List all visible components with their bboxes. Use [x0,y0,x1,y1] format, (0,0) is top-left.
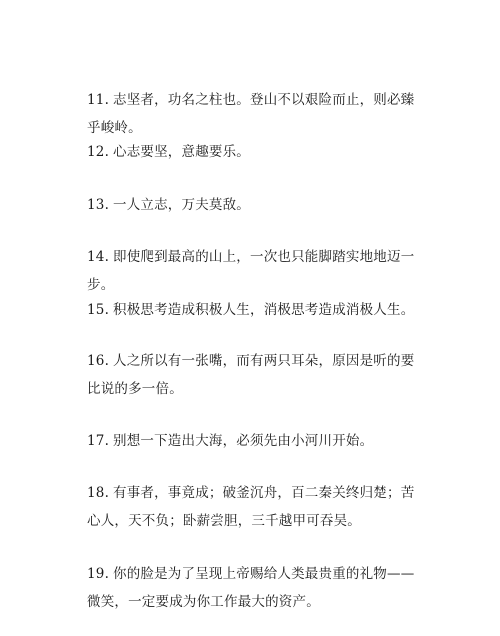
item-number: 18. [87,485,110,501]
item-number: 15. [87,302,110,318]
item-number: 11. [87,92,110,108]
item-text: 有事者，事竟成；破釜沉舟，百二秦关终归楚；苦心人，天不负；卧薪尝胆，三千越甲可吞吴。 [87,485,415,529]
item-number: 19. [87,566,110,582]
item-text: 心志要坚，意趣要乐。 [113,144,250,160]
item-text: 一人立志，万夫莫敌。 [113,197,250,213]
item-number: 12. [87,144,110,160]
quote-item-12 [87,138,422,166]
item-text: 志坚者，功名之柱也。登山不以艰险而止，则必臻乎峻岭。 [87,92,415,136]
quote-item-19 [87,560,422,616]
quote-item-18 [87,479,422,535]
quote-item-15 [87,296,422,324]
item-number: 13. [87,197,110,213]
item-text: 你的脸是为了呈现上帝赐给人类最贵重的礼物——微笑，一定要成为你工作最大的资产。 [87,566,415,610]
item-number: 16. [87,353,110,369]
quote-item-16 [87,347,422,403]
item-text: 积极思考造成积极人生，消极思考造成消极人生。 [113,302,415,318]
item-text: 即使爬到最高的山上，一次也只能脚踏实地地迈一步。 [87,249,415,293]
item-number: 14. [87,249,110,265]
item-text: 别想一下造出大海，必须先由小河川开始。 [113,433,374,449]
quote-item-14 [87,243,422,299]
item-number: 17. [87,433,110,449]
quote-item-17 [87,427,422,455]
quote-item-11 [87,86,422,142]
item-text: 人之所以有一张嘴，而有两只耳朵，原因是听的要比说的多一倍。 [87,353,415,397]
quote-item-13 [87,191,422,219]
